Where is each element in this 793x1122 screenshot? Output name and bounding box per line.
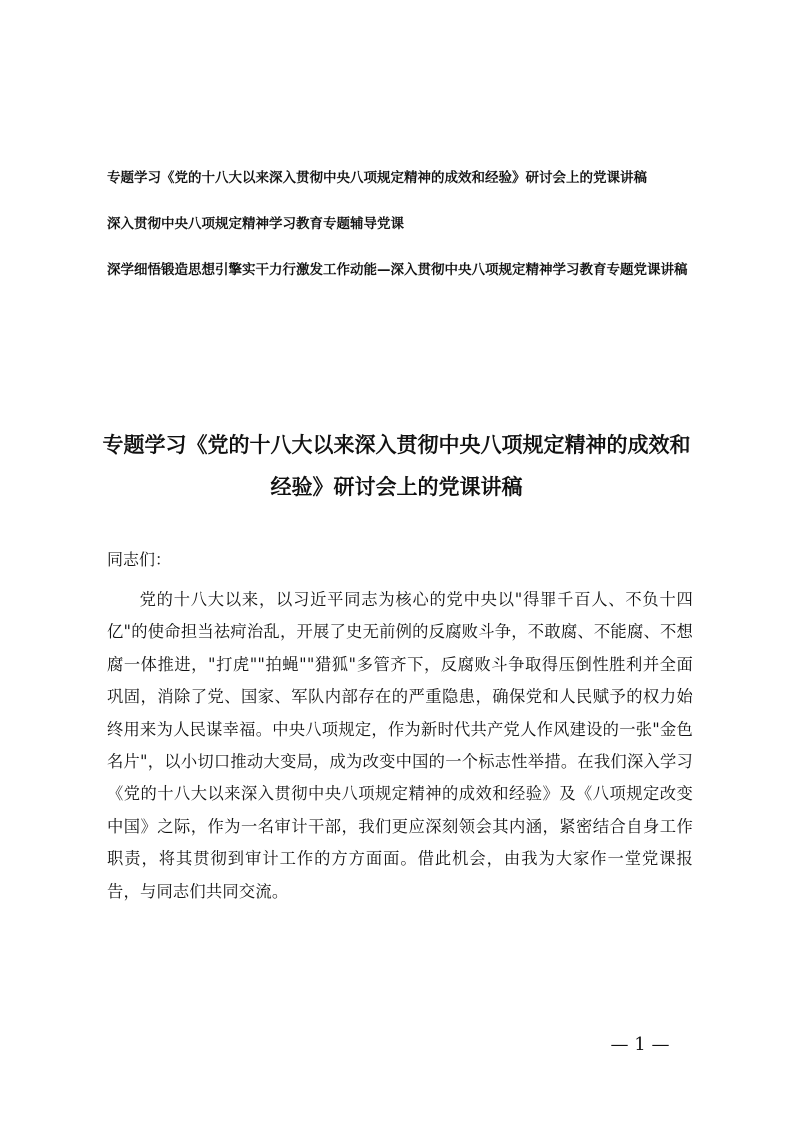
related-documents-list [107,155,693,293]
related-document-title: 深学细悟锻造思想引擎实干力行激发工作动能—深入贯彻中央八项规定精神学习教育专题党课讲稿 [107,262,688,278]
related-document-title: 专题学习《党的十八大以来深入贯彻中央八项规定精神的成效和经验》研讨会上的党课讲稿 [107,170,647,186]
document-title: 专题学习《党的十八大以来深入贯彻中央八项规定精神的成效和经验》研讨会上的党课讲稿 [102,433,691,499]
page-number: — 1 — [610,1034,670,1055]
body-paragraph: 党的十八大以来，以习近平同志为核心的党中央以"得罪千百人、不负十四亿"的使命担当祛疴治乱，开展了史无前例的反腐败斗争，不敢腐、不能腐、不想腐一体推进，"打虎""拍蝇""猎狐"多管齐下，反腐败斗争取得压倒性胜利并全面巩固，消除了党、国家、军队内部存在的严重隐患，确保党和人民赋予的权力始终用来为人民谋幸福。中央八项规定，作为新时代共产党人作风建设的一张"金色名片"，以小切口推动大变局，成为改变中国的一个标志性举措。在我们深入学习《党的十八大以来深入贯彻中央八项规定精神的成效和经验》及《八项规定改变中国》之际，作为一名审计干部，我们更应深刻领会其内涵，紧密结合自身工作职责，将其贯彻到审计工作的方方面面。借此机会，由我为大家作一堂党课报告，与同志们共同交流。 [107,590,693,901]
related-document-title: 深入贯彻中央八项规定精神学习教育专题辅导党课 [107,216,404,232]
salutation: 同志们： [107,550,172,569]
